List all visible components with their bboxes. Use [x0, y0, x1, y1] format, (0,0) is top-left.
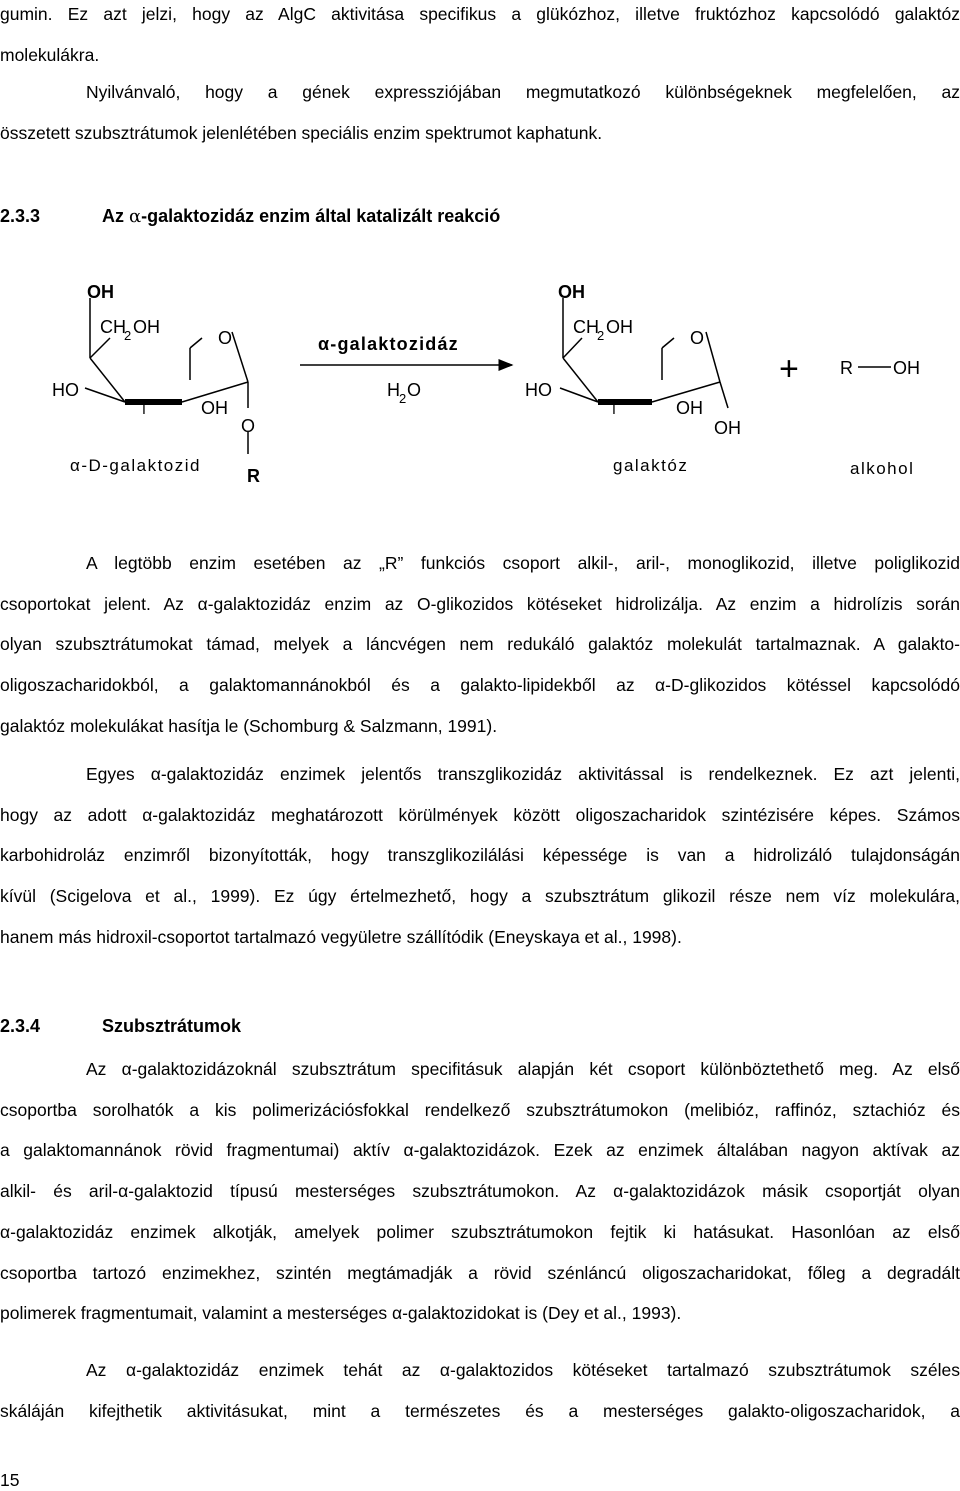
text-line: A legtöbb enzim esetében az „R” funkciós csoport alkil-, aril-, monoglikozid, illetve poliglikozid	[86, 553, 960, 573]
atom-label: CH	[100, 317, 126, 337]
page-number: 15	[0, 1470, 20, 1490]
paragraph-5	[0, 1049, 960, 1334]
text-line: skáláján kifejthetik aktivitásukat, mint a természetes és a mesterséges galakto-oligoszacharidok, a	[0, 1400, 960, 1421]
text-line: csoportba sorolhatók a kis polimerizációsfokkal rendelkező szubsztrátumokon (melibióz, raffinóz, sztachióz és	[0, 1099, 960, 1120]
atom-label: OH	[201, 398, 228, 418]
text-line: csoportokat jelent. Az α-galaktozidáz enzim az O-glikozidos kötéseket hidrolizálja. Az enzim a hidrolízis során	[0, 593, 960, 614]
section-title: Szubsztrátumok	[102, 1016, 242, 1036]
text-line: Az α-galaktozidázoknál szubsztrátum specifitásuk alapján két csoport különböztethető meg. Az első	[86, 1059, 960, 1079]
text-line: oligoszacharidokból, a galaktomannánokból és a galakto-lipidekből az α-D-glikozidos kötéssel kapcsolódó	[0, 675, 960, 696]
atom-label: R	[247, 466, 260, 486]
atom-label: OH	[893, 358, 920, 378]
text-line: galaktóz molekulákat hasítja le (Schomburg & Salzmann, 1991).	[0, 715, 498, 736]
paragraph-2	[0, 72, 960, 153]
text-line: Az α-galaktozidáz enzimek tehát az α-galaktozidos kötéseket tartalmazó szubsztrátumok széles	[86, 1360, 960, 1380]
text-line: Egyes α-galaktozidáz enzimek jelentős transzglikozidáz aktivitással is rendelkeznek. Ez azt jelenti,	[86, 764, 960, 784]
section-title-post: -galaktozidáz enzim által katalizált reakció	[141, 206, 501, 226]
alpha-symbol: α	[129, 206, 142, 227]
atom-label: 2	[124, 328, 132, 343]
text-line: olyan szubsztrátumokat támad, melyek a láncvégen nem redukáló galaktóz molekulát tartalmaznak. A galakto-	[0, 634, 960, 655]
substrate-name: α-D-galaktozid	[70, 456, 201, 475]
section-title-pre: Az	[102, 206, 129, 226]
atom-label: OH	[558, 282, 585, 302]
text-line: gumin. Ez azt jelzi, hogy az AlgC aktivitása specifikus a glükózhoz, illetve fruktózhoz kapcsolódó galaktóz	[0, 4, 960, 24]
atom-label: I	[142, 401, 146, 417]
atom-label: 2	[597, 328, 605, 343]
paragraph-4	[0, 754, 960, 958]
text-line: karbohidroláz enzimről bizonyították, hogy transzglikozilálási képessége is van a hidrolizáló tulajdonságán	[0, 845, 960, 866]
text-line: Nyilvánvaló, hogy a gének expressziójában megmutatkozó különbségeknek megfelelően, az	[86, 82, 960, 102]
paragraph-3	[0, 543, 960, 747]
paragraph-6	[0, 1350, 960, 1431]
text-line: polimerek fragmentumait, valamint a mesterséges α-galaktozidokat is (Dey et al., 1993).	[0, 1303, 682, 1324]
atom-label: OH	[676, 398, 703, 418]
water-o: O	[407, 380, 422, 400]
atom-label: OH	[87, 282, 114, 302]
atom-label: O	[690, 328, 705, 348]
text-line: összetett szubsztrátumok jelenlétében speciális enzim spektrumot kaphatunk.	[0, 122, 603, 143]
atom-label: HO	[525, 380, 552, 400]
atom-label: O	[218, 328, 233, 348]
text-line: kívül (Scigelova et al., 1999). Ez úgy értelmezhető, hogy a szubsztrátum glikozil része nem víz molekulára,	[0, 886, 960, 907]
section-number: 2.3.4	[0, 1016, 41, 1036]
product-name: galaktóz	[613, 456, 689, 475]
paragraph-top	[0, 0, 960, 75]
atom-label: CH	[573, 317, 599, 337]
enzyme-label: α-galaktozidáz	[318, 334, 459, 354]
text-line: α-galaktozidáz enzimek alkotják, amelyek polimer szubsztrátumokon fejtik ki hatásukat. Hasonlóan az első	[0, 1221, 960, 1242]
atom-label: OH	[606, 317, 633, 337]
text-line: hanem más hidroxil-csoportot tartalmazó vegyületre szállítódik (Eneyskaya et al., 1998).	[0, 926, 682, 947]
atom-label: HO	[52, 380, 79, 400]
section-number: 2.3.3	[0, 206, 41, 226]
plus-sign: +	[779, 350, 799, 388]
water-sub: 2	[399, 391, 407, 406]
atom-label: I	[612, 401, 616, 417]
section-heading-2-3-4	[0, 1016, 241, 1037]
section-heading-2-3-3	[0, 206, 500, 227]
reaction-scheme	[0, 268, 960, 508]
atom-label: O	[241, 416, 256, 436]
text-line: hogy az adott α-galaktozidáz meghatározott körülmények között oligoszacharidok szintézisére képes. Számos	[0, 804, 960, 825]
atom-label: R	[840, 358, 853, 378]
text-line: alkil- és aril-α-galaktozid típusú mesterséges szubsztrátumokon. Az α-galaktozidázok másik csoportját olyan	[0, 1181, 960, 1202]
atom-label: OH	[714, 418, 741, 438]
water-h: H	[387, 380, 400, 400]
text-line: a galaktomannánok rövid fragmentumai) aktív α-galaktozidázok. Ezek az enzimek általában nagyon aktívak az	[0, 1140, 960, 1161]
text-line: csoportba tartozó enzimekhez, szintén megtámadják a rövid szénláncú oligoszacharidokat, főleg a degradált	[0, 1262, 960, 1283]
atom-label: OH	[133, 317, 160, 337]
product-structure	[560, 298, 728, 408]
text-line: molekulákra.	[0, 44, 100, 65]
alcohol-name: alkohol	[850, 459, 915, 478]
